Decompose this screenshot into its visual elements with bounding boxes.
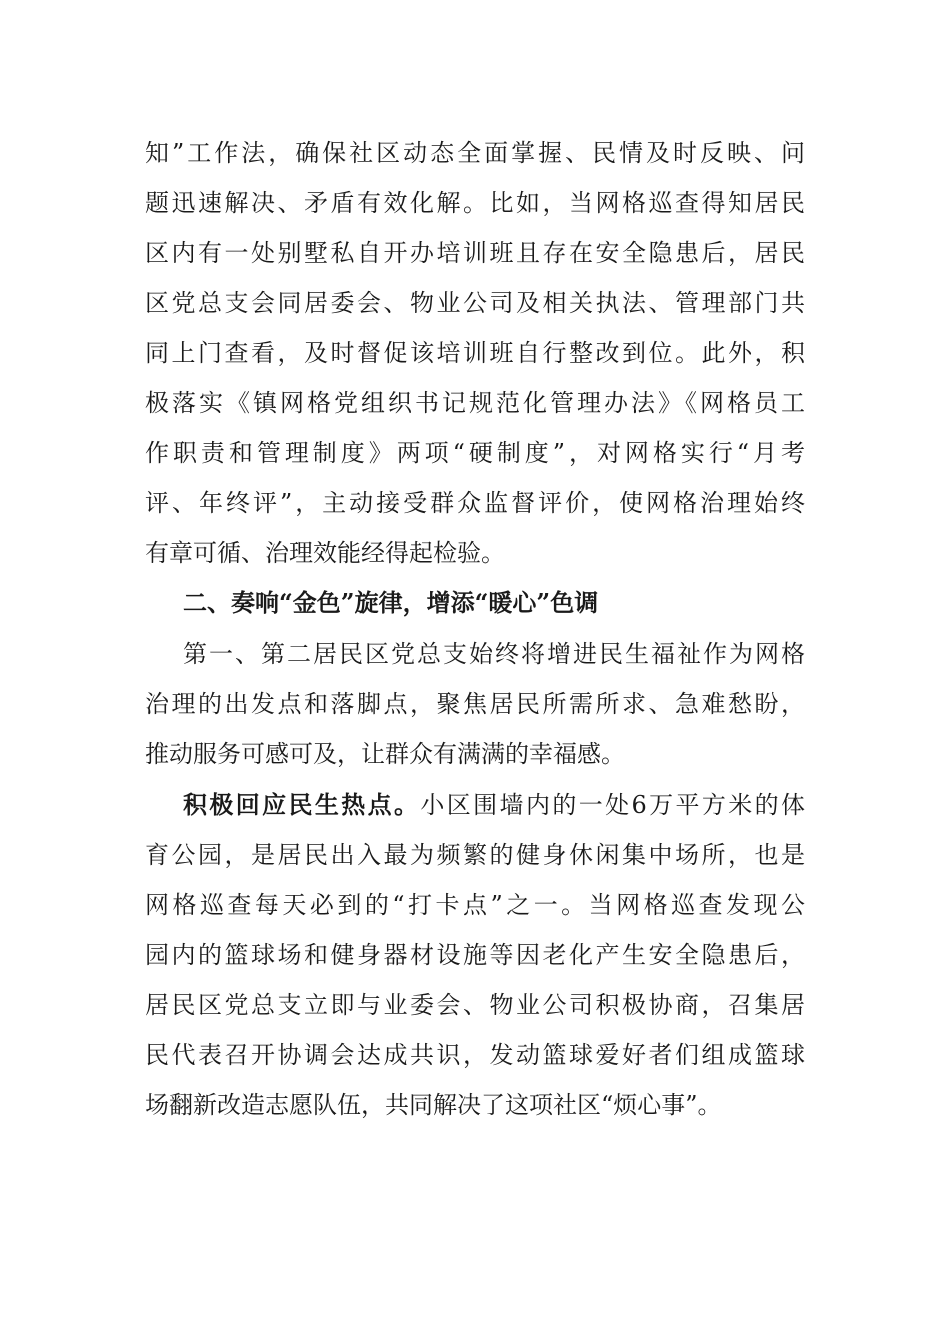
paragraph-line: 同上门查看，及时督促该培训班自行整改到位。此外，积 (145, 339, 805, 367)
paragraph-first-line-text: 小区围墙内的一处6万平方米的体 (420, 791, 805, 819)
paragraph-line: 居民区党总支立即与业委会、物业公司积极协商，召集居 (145, 991, 805, 1019)
paragraph-first-line (183, 785, 805, 825)
paragraph-line: 民代表召开协调会达成共识，发动篮球爱好者们组成篮球 (145, 1041, 805, 1069)
paragraph-line: 区内有一处别墅私自开办培训班且存在安全隐患后，居民 (145, 239, 805, 267)
paragraph-line: 育公园，是居民出入最为频繁的健身休闲集中场所，也是 (145, 841, 805, 869)
paragraph-line: 推动服务可感可及，让群众有满满的幸福感。 (145, 740, 625, 768)
paragraph-line: 作职责和管理制度》两项“硬制度”，对网格实行“月考 (145, 439, 805, 467)
paragraph-line: 园内的篮球场和健身器材设施等因老化产生安全隐患后， (145, 941, 805, 969)
paragraph-line: 治理的出发点和落脚点，聚焦居民所需所求、急难愁盼， (145, 690, 805, 718)
paragraph-line: 评、年终评”，主动接受群众监督评价，使网格治理始终 (145, 489, 805, 517)
paragraph-line: 场翻新改造志愿队伍，共同解决了这项社区“烦心事”。 (145, 1091, 722, 1119)
paragraph-line: 题迅速解决、矛盾有效化解。比如，当网格巡查得知居民 (145, 189, 805, 217)
paragraph-line: 极落实《镇网格党组织书记规范化管理办法》《网格员工 (145, 389, 805, 417)
paragraph-line: 有章可循、治理效能经得起检验。 (145, 539, 505, 567)
paragraph-line: 网格巡查每天必到的“打卡点”之一。当网格巡查发现公 (145, 891, 805, 919)
paragraph-line: 第一、第二居民区党总支始终将增进民生福祉作为网格 (183, 640, 805, 668)
paragraph-line: 区党总支会同居委会、物业公司及相关执法、管理部门共 (145, 289, 805, 317)
paragraph-lead: 积极回应民生热点。 (183, 790, 421, 819)
paragraph-line: 知”工作法，确保社区动态全面掌握、民情及时反映、问 (145, 139, 805, 167)
section-heading: 二、奏响“金色”旋律，增添“暖心”色调 (183, 588, 599, 617)
